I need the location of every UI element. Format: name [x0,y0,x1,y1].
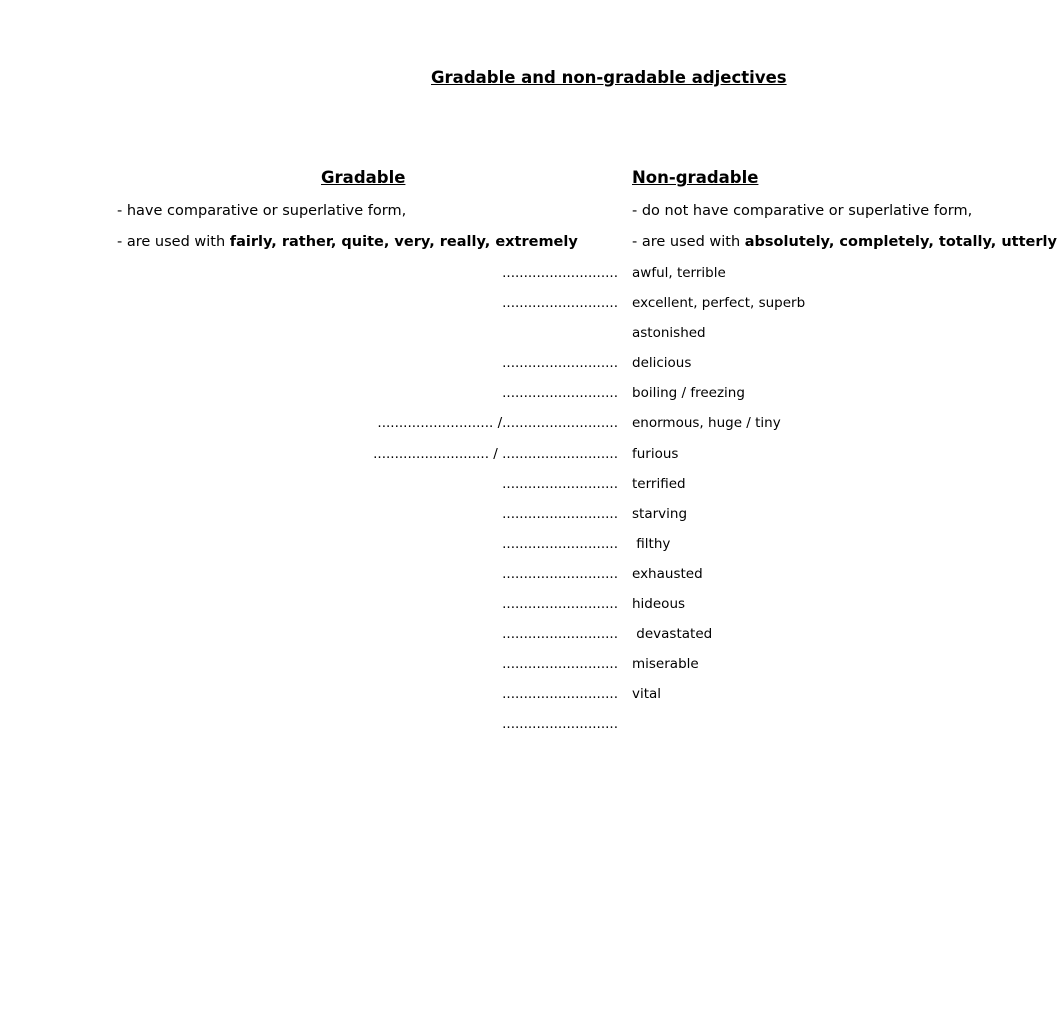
table-row [0,323,768,353]
gradable-blank: ........................... [502,656,618,673]
nongradable-word: excellent, perfect, superb [632,295,806,312]
gradable-rule-2 [117,234,578,250]
nongradable-word: terrified [632,475,686,492]
nongradable-word: enormous, huge / tiny [632,415,781,432]
nongradable-word: starving [632,505,688,522]
gradable-heading: Gradable [321,168,406,187]
table-row [0,353,768,383]
nongradable-word: delicious [632,355,692,372]
gradable-blank: ........................... [502,535,618,552]
gradable-blank: ........................... [502,626,618,643]
nongradable-rule-1: - do not have comparative or superlative form, [632,203,973,219]
nongradable-adverbs: absolutely, completely, totally, utterly [744,234,1057,250]
table-row [0,263,768,293]
table-row [0,624,768,654]
gradable-blank: ........................... [502,505,618,522]
nongradable-word: awful, terrible [632,265,726,281]
gradable-blank: ........................... [502,716,618,733]
gradable-blank: ........................... [502,355,618,372]
table-row [0,564,768,594]
nongradable-word: furious [632,445,679,462]
nongradable-word: exhausted [632,565,703,582]
gradable-blank: ........................... [502,565,618,582]
nongradable-word: filthy [632,535,671,552]
table-row [0,504,768,534]
gradable-blank: ........................... [502,686,618,703]
table-row [0,383,768,413]
nongradable-word: vital [632,686,662,703]
page-title: Gradable and non-gradable adjectives [431,68,787,87]
adjective-table [0,263,806,745]
table-row [0,444,768,474]
nongradable-word: astonished [632,325,706,342]
nongradable-heading: Non-gradable [632,168,759,187]
table-row [0,654,768,684]
table-row [0,684,768,714]
nongradable-word: miserable [632,656,699,673]
gradable-blank: ........................... [502,295,618,312]
table-row [0,714,768,744]
gradable-blank: ........................... [502,265,618,281]
nongradable-rule-2-prefix: - are used with [632,234,745,250]
table-row [0,293,806,323]
gradable-blank: ........................... [502,596,618,613]
nongradable-word: hideous [632,596,686,613]
gradable-adverbs: fairly, rather, quite, very, really, extremely [229,234,578,250]
gradable-rule-2-prefix: - are used with [117,234,230,250]
nongradable-word: boiling / freezing [632,385,745,402]
nongradable-rule-2 [632,234,1057,250]
gradable-blank: ........................... / ........................... [373,445,618,462]
nongradable-word: devastated [632,626,713,643]
table-row [0,594,768,624]
gradable-blank: ........................... [502,385,618,402]
gradable-rule-1: - have comparative or superlative form, [117,203,407,219]
table-row [0,534,768,564]
table-row [0,413,781,443]
table-row [0,474,768,504]
gradable-blank: ........................... [502,475,618,492]
gradable-blank: ........................... /........................... [377,415,618,432]
